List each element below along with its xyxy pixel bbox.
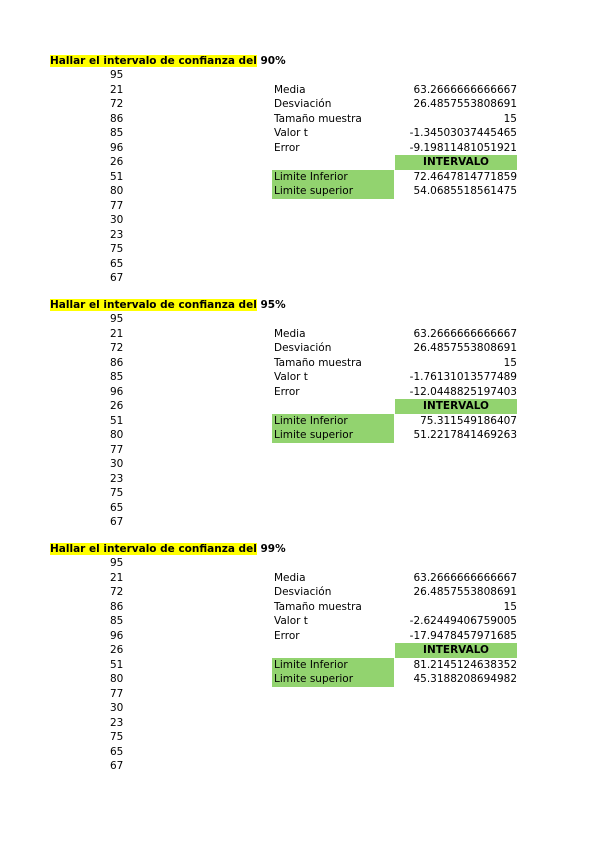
stat-value: -12.0448825197403	[409, 385, 517, 398]
stat-value: -9.19811481051921	[409, 141, 517, 154]
limit-row-inferior	[272, 658, 517, 673]
limit-label-cell	[272, 428, 394, 443]
sample-value: 26	[110, 644, 124, 656]
sample-value: 51	[110, 658, 124, 671]
sample-value: 95	[110, 313, 124, 325]
stat-row-media	[272, 83, 517, 98]
stat-row-media	[272, 327, 517, 342]
stat-label: Error	[274, 385, 300, 398]
stat-label: Desviación	[274, 98, 332, 110]
sample-value: 72	[110, 586, 124, 598]
stat-row-desviacion	[272, 97, 517, 112]
stat-label: Media	[274, 327, 306, 340]
limit-label-cell	[272, 414, 394, 429]
stat-value: -1.76131013577489	[409, 371, 517, 383]
limit-label: Limite superior	[274, 673, 354, 685]
limit-row-superior	[272, 184, 517, 199]
sample-value: 26	[110, 156, 124, 168]
stat-value: 63.2666666666667	[413, 327, 517, 340]
stat-row-desviacion	[272, 341, 517, 356]
stat-row-tamano	[272, 356, 517, 371]
sample-value: 96	[110, 141, 124, 154]
sample-values	[110, 556, 123, 774]
stat-value: -2.62449406759005	[409, 615, 517, 627]
stats-table	[272, 327, 517, 443]
sample-value: 95	[110, 69, 124, 81]
limit-value: 54.0685518561475	[413, 185, 517, 197]
sample-value: 65	[110, 501, 124, 514]
sample-value: 95	[110, 557, 124, 569]
sample-value: 80	[110, 429, 124, 441]
interval-header: INTERVALO	[395, 643, 517, 658]
sample-value: 75	[110, 243, 124, 255]
stat-label: Tamaño muestra	[274, 112, 362, 125]
interval-header-row	[272, 643, 517, 658]
stat-row-error	[272, 629, 517, 644]
stat-label: Desviación	[274, 586, 332, 598]
limit-label: Limite Inferior	[274, 170, 348, 183]
sample-value: 23	[110, 716, 124, 729]
stats-table	[272, 83, 517, 199]
stats-table	[272, 571, 517, 687]
limit-row-inferior	[272, 170, 517, 185]
stat-row-valor-t	[272, 126, 517, 141]
interval-header: INTERVALO	[395, 399, 517, 414]
sample-value: 72	[110, 98, 124, 110]
limit-label: Limite superior	[274, 185, 354, 197]
stat-value: 15	[503, 600, 517, 613]
stat-row-error	[272, 385, 517, 400]
sample-value: 30	[110, 458, 124, 470]
limit-value: 45.3188208694982	[413, 673, 517, 685]
sample-value: 30	[110, 214, 124, 226]
limit-row-superior	[272, 672, 517, 687]
sample-value: 26	[110, 400, 124, 412]
limit-row-inferior	[272, 414, 517, 429]
section-95	[50, 298, 520, 530]
stat-row-valor-t	[272, 370, 517, 385]
stat-row-error	[272, 141, 517, 156]
sample-value: 85	[110, 615, 124, 627]
interval-header-row	[272, 155, 517, 170]
sample-value: 67	[110, 272, 124, 284]
limit-label: Limite superior	[274, 429, 354, 441]
sample-value: 72	[110, 342, 124, 354]
sample-value: 80	[110, 185, 124, 197]
title-prefix: Hallar el intervalo de confianza del	[50, 55, 257, 67]
stat-value: -17.9478457971685	[409, 629, 517, 642]
sample-value: 77	[110, 443, 124, 456]
sample-values	[110, 68, 123, 286]
stat-label: Valor t	[274, 127, 308, 139]
stat-row-desviacion	[272, 585, 517, 600]
sample-value: 77	[110, 199, 124, 212]
stat-label: Media	[274, 571, 306, 584]
sample-value: 21	[110, 83, 124, 96]
sample-value: 30	[110, 702, 124, 714]
sample-value: 23	[110, 228, 124, 241]
sample-value: 80	[110, 673, 124, 685]
stat-label: Media	[274, 83, 306, 96]
stat-row-tamano	[272, 112, 517, 127]
stat-value: 63.2666666666667	[413, 571, 517, 584]
sample-value: 77	[110, 687, 124, 700]
stat-label: Error	[274, 141, 300, 154]
limit-label-cell	[272, 672, 394, 687]
sample-value: 96	[110, 629, 124, 642]
sample-value: 51	[110, 170, 124, 183]
stat-label: Error	[274, 629, 300, 642]
stat-value: 26.4857553808691	[413, 98, 517, 110]
sample-value: 75	[110, 487, 124, 499]
title-prefix: Hallar el intervalo de confianza del	[50, 543, 257, 555]
limit-value: 81.2145124638352	[413, 658, 517, 671]
sample-value: 85	[110, 371, 124, 383]
stat-value: 15	[503, 112, 517, 125]
confidence-percent: 99%	[260, 543, 286, 555]
stat-value: 26.4857553808691	[413, 586, 517, 598]
sample-value: 86	[110, 112, 124, 125]
stat-label: Valor t	[274, 371, 308, 383]
limit-label-cell	[272, 658, 394, 673]
sample-value: 85	[110, 127, 124, 139]
interval-header: INTERVALO	[395, 155, 517, 170]
sample-value: 86	[110, 356, 124, 369]
limit-label: Limite Inferior	[274, 414, 348, 427]
confidence-percent: 95%	[260, 299, 286, 311]
sample-value: 23	[110, 472, 124, 485]
limit-value: 75.311549186407	[420, 414, 517, 427]
title-prefix: Hallar el intervalo de confianza del	[50, 299, 257, 311]
section-90	[50, 54, 520, 286]
sample-value: 51	[110, 414, 124, 427]
sample-value: 65	[110, 257, 124, 270]
sample-value: 21	[110, 327, 124, 340]
limit-value: 72.4647814771859	[413, 170, 517, 183]
interval-header-row	[272, 399, 517, 414]
stat-row-media	[272, 571, 517, 586]
stat-value: 15	[503, 356, 517, 369]
stat-label: Valor t	[274, 615, 308, 627]
sample-value: 96	[110, 385, 124, 398]
sample-value: 21	[110, 571, 124, 584]
sample-value: 86	[110, 600, 124, 613]
stat-value: 63.2666666666667	[413, 83, 517, 96]
sample-value: 67	[110, 516, 124, 528]
stat-value: -1.34503037445465	[409, 127, 517, 139]
limit-label-cell	[272, 170, 394, 185]
sample-value: 67	[110, 760, 124, 772]
stat-row-valor-t	[272, 614, 517, 629]
limit-row-superior	[272, 428, 517, 443]
stat-value: 26.4857553808691	[413, 342, 517, 354]
section-title	[50, 54, 286, 68]
section-title	[50, 298, 286, 312]
stat-label: Tamaño muestra	[274, 600, 362, 613]
sample-value: 75	[110, 731, 124, 743]
confidence-percent: 90%	[260, 55, 286, 67]
section-title	[50, 542, 286, 556]
sample-value: 65	[110, 745, 124, 758]
limit-value: 51.2217841469263	[413, 429, 517, 441]
limit-label: Limite Inferior	[274, 658, 348, 671]
section-99	[50, 542, 520, 774]
stat-label: Tamaño muestra	[274, 356, 362, 369]
limit-label-cell	[272, 184, 394, 199]
stat-label: Desviación	[274, 342, 332, 354]
sample-values	[110, 312, 123, 530]
stat-row-tamano	[272, 600, 517, 615]
